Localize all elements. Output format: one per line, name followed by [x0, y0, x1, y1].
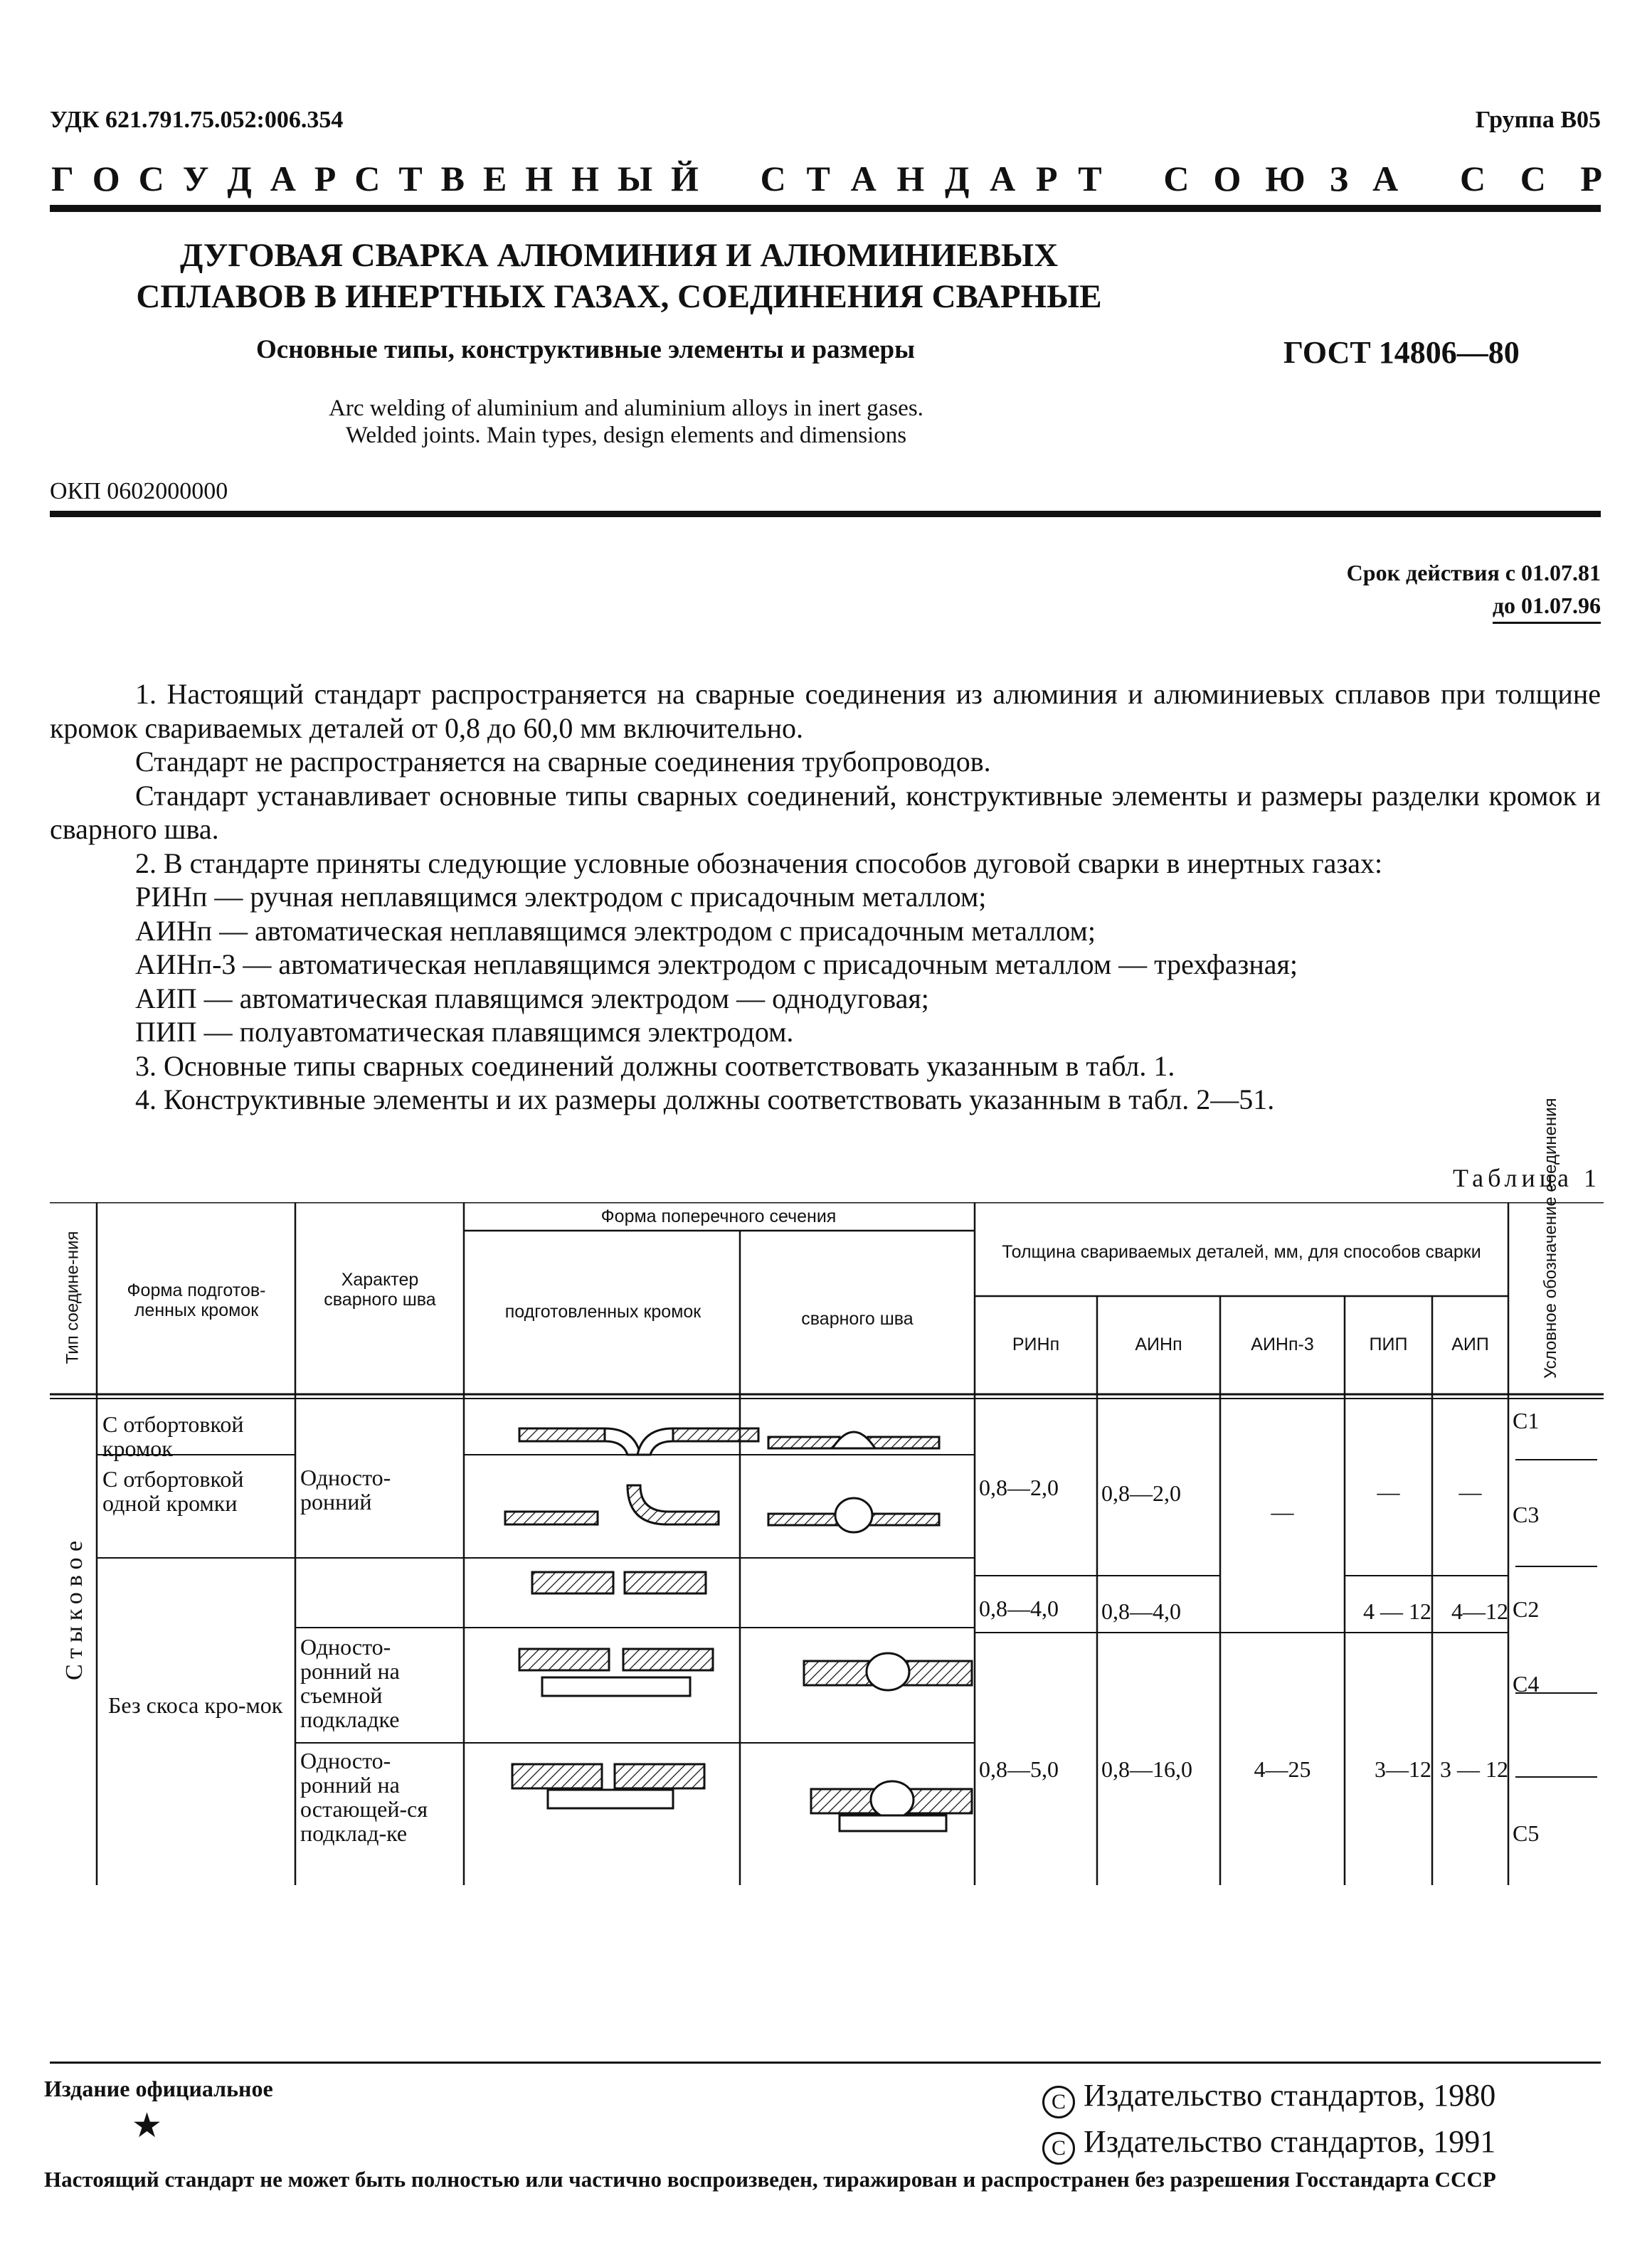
paragraph-3: Стандарт устанавливает основные типы сварных соединений, конструктивные элементы и размеры разделки кромок и сварного шва. [50, 779, 1601, 845]
udk-code: УДК 621.791.75.052:006.354 [50, 107, 344, 133]
banner-word-4 [1460, 158, 1602, 199]
designation-c2: С2 [1513, 1596, 1540, 1622]
copyright-1991 [1042, 2123, 1495, 2165]
edge-form-flanged-one: С отбортовкой одной кромки [102, 1466, 244, 1516]
english-title-line-2: Welded joints. Main types, design elements and dimensions [345, 423, 907, 448]
header-thickness: Толщина свариваемых деталей, мм, для способов сварки [1002, 1242, 1481, 1262]
document-title [114, 235, 1124, 317]
header-prepared-edges: подготовленных кромок [504, 1302, 701, 1322]
method-ainp: АИНп — автоматическая неплавящимся электродом с присадочным металлом; [135, 914, 1096, 947]
row2-aip: 4—12 [1451, 1598, 1508, 1624]
edge-form-square: Без скоса кро-мок [108, 1692, 283, 1718]
banner-letter: Д [227, 159, 252, 198]
body-text [50, 677, 1601, 1117]
header-cross-section: Форма поперечного сечения [600, 1206, 837, 1226]
banner-letter: С [354, 159, 381, 198]
row3-aip: 3 — 12 [1440, 1756, 1508, 1782]
title-line-2: СПЛАВОВ В ИНЕРТНЫХ ГАЗАХ, СОЕДИНЕНИЯ СВАРНЫЕ [136, 278, 1102, 315]
banner-letter: Г [51, 159, 74, 198]
banner-letter: А [1372, 159, 1399, 198]
banner-letter: Д [945, 159, 970, 198]
title-rule [50, 511, 1601, 517]
banner-letter: Н [525, 159, 554, 198]
character-removable-backing: Односто-ронний на съемной подкладке [300, 1634, 400, 1732]
header-method-aip: АИП [1451, 1335, 1489, 1354]
paragraph-4: 2. В стандарте приняты следующие условные обозначения способов дуговой сварки в инертных газах: [135, 847, 1383, 879]
okp-code: ОКП 0602000000 [50, 478, 228, 504]
footer-rule [50, 2062, 1601, 2064]
banner-letter: Т [398, 159, 423, 198]
gost-number: ГОСТ 14806—80 [1283, 335, 1520, 370]
banner-letter: С [1163, 159, 1190, 198]
state-standard-banner [51, 158, 1602, 199]
title-line-1: ДУГОВАЯ СВАРКА АЛЮМИНИЯ И АЛЮМИНИЕВЫХ [179, 237, 1059, 274]
star-icon: ★ [132, 2107, 163, 2145]
banner-letter: Ю [1265, 159, 1306, 198]
row3-ainp: 0,8—16,0 [1101, 1756, 1192, 1782]
table-label: Таблица 1 [1453, 1164, 1601, 1192]
edge-form-flanged-both: С отбортовкой кромок [102, 1411, 244, 1461]
header-method-ainp3: АИНп-3 [1251, 1335, 1314, 1354]
banner-word-1 [51, 158, 699, 199]
banner-letter: О [92, 159, 120, 198]
banner-letter: С [760, 159, 786, 198]
header-joint-type: Тип соедине-ния [63, 1231, 83, 1364]
header-weld: сварного шва [801, 1309, 914, 1329]
banner-letter: А [850, 159, 877, 198]
banner-letter: О [1213, 159, 1241, 198]
banner-letter: С [1459, 159, 1486, 198]
designation-c1: С1 [1513, 1408, 1540, 1433]
row1-pip: — [1377, 1479, 1400, 1505]
paragraph-1: 1. Настоящий стандарт распространяется на сварные соединения из алюминия и алюминиевых сплавов при толщине кромок свариваемых деталей от 0,8 до 60,0 мм включительно. [50, 678, 1601, 744]
joint-type-butt: Стыковое [61, 1534, 88, 1680]
designation-c4: С4 [1513, 1671, 1540, 1697]
banner-letter: В [440, 159, 465, 198]
copyright-icon: С [1042, 2132, 1075, 2165]
banner-word-2 [761, 158, 1102, 199]
banner-letter: С [138, 159, 164, 198]
header-rule [50, 205, 1601, 212]
copyright-icon: С [1042, 2086, 1075, 2118]
group-code: Группа В05 [1475, 107, 1601, 133]
row3-ainp3: 4—25 [1254, 1756, 1311, 1782]
header-method-ainp: АИНп [1135, 1335, 1182, 1354]
paragraph-5: 3. Основные типы сварных соединений должны соответствовать указанным в табл. 1. [135, 1049, 1175, 1082]
banner-letter: У [182, 159, 209, 198]
banner-letter: Р [314, 159, 337, 198]
header-method-rinp: РИНп [1012, 1335, 1060, 1354]
official-edition: Издание официальное [44, 2076, 273, 2101]
validity-period [1347, 556, 1601, 624]
row2-rinp: 0,8—4,0 [979, 1596, 1059, 1621]
banner-letter: С [1520, 159, 1546, 198]
banner-letter: А [990, 159, 1016, 198]
banner-letter: Т [1078, 159, 1102, 198]
english-title [235, 395, 1017, 449]
designation-c5: С5 [1513, 1820, 1540, 1846]
row1-aip: — [1458, 1479, 1482, 1505]
paragraph-2: Стандарт не распространяется на сварные соединения трубопроводов. [135, 746, 991, 778]
character-remaining-backing: Односто-ронний на остающей-ся подклад-ке [300, 1748, 428, 1846]
row3-rinp: 0,8—5,0 [979, 1756, 1059, 1782]
banner-letter: Й [671, 159, 699, 198]
banner-letter: Р [1035, 159, 1058, 198]
character-one-sided: Односто-ронний [300, 1465, 391, 1514]
row2-pip: 4 — 12 [1363, 1598, 1431, 1624]
row2-ainp: 0,8—4,0 [1101, 1598, 1181, 1624]
banner-word-3 [1163, 158, 1398, 199]
method-ainp3: АИНп-3 — автоматическая неплавящимся электродом с присадочным металлом — трехфазная; [135, 948, 1298, 980]
reproduction-notice: Настоящий стандарт не может быть полностью или частично воспроизведен, тиражирован и распространен без разрешения Госстандарта СССР [44, 2167, 1496, 2192]
banner-letter: Т [806, 159, 830, 198]
method-aip: АИП — автоматическая плавящимся электродом — однодуговая; [135, 982, 929, 1014]
header-character: Характер сварного шва [324, 1270, 436, 1310]
english-title-line-1: Arc welding of aluminium and aluminium alloys in inert gases. [329, 396, 923, 421]
banner-letter: Н [571, 159, 600, 198]
copyright-1991-text: Издательство стандартов, 1991 [1084, 2124, 1496, 2159]
validity-to: до 01.07.96 [1493, 589, 1601, 624]
header-method-pip: ПИП [1369, 1335, 1408, 1354]
banner-letter: Р [1580, 159, 1602, 198]
designation-c3: С3 [1513, 1502, 1540, 1527]
document-subtitle: Основные типы, конструктивные элементы и размеры [256, 335, 915, 364]
row1-ainp3: — [1271, 1499, 1294, 1524]
banner-letter: Н [896, 159, 925, 198]
validity-from: Срок действия с 01.07.81 [1346, 560, 1601, 585]
banner-letter: Ы [617, 159, 653, 198]
banner-letter: З [1329, 159, 1349, 198]
banner-letter: Е [482, 159, 507, 198]
header-edge-form: Форма подготов-ленных кромок [127, 1280, 266, 1320]
header-designation: Условное обозначение соединения [1541, 1098, 1560, 1379]
row1-ainp: 0,8—2,0 [1101, 1480, 1181, 1506]
banner-letter: А [270, 159, 296, 198]
copyright-1980-text: Издательство стандартов, 1980 [1084, 2078, 1496, 2113]
paragraph-6: 4. Конструктивные элементы и их размеры должны соответствовать указанным в табл. 2—51. [135, 1083, 1275, 1115]
row3-pip: 3—12 [1375, 1756, 1431, 1782]
row1-rinp: 0,8—2,0 [979, 1475, 1059, 1500]
method-pip: ПИП — полуавтоматическая плавящимся электродом. [135, 1016, 794, 1048]
copyright-1980 [1042, 2077, 1495, 2118]
method-rinp: РИНп — ручная неплавящимся электродом с присадочным металлом; [135, 881, 987, 913]
